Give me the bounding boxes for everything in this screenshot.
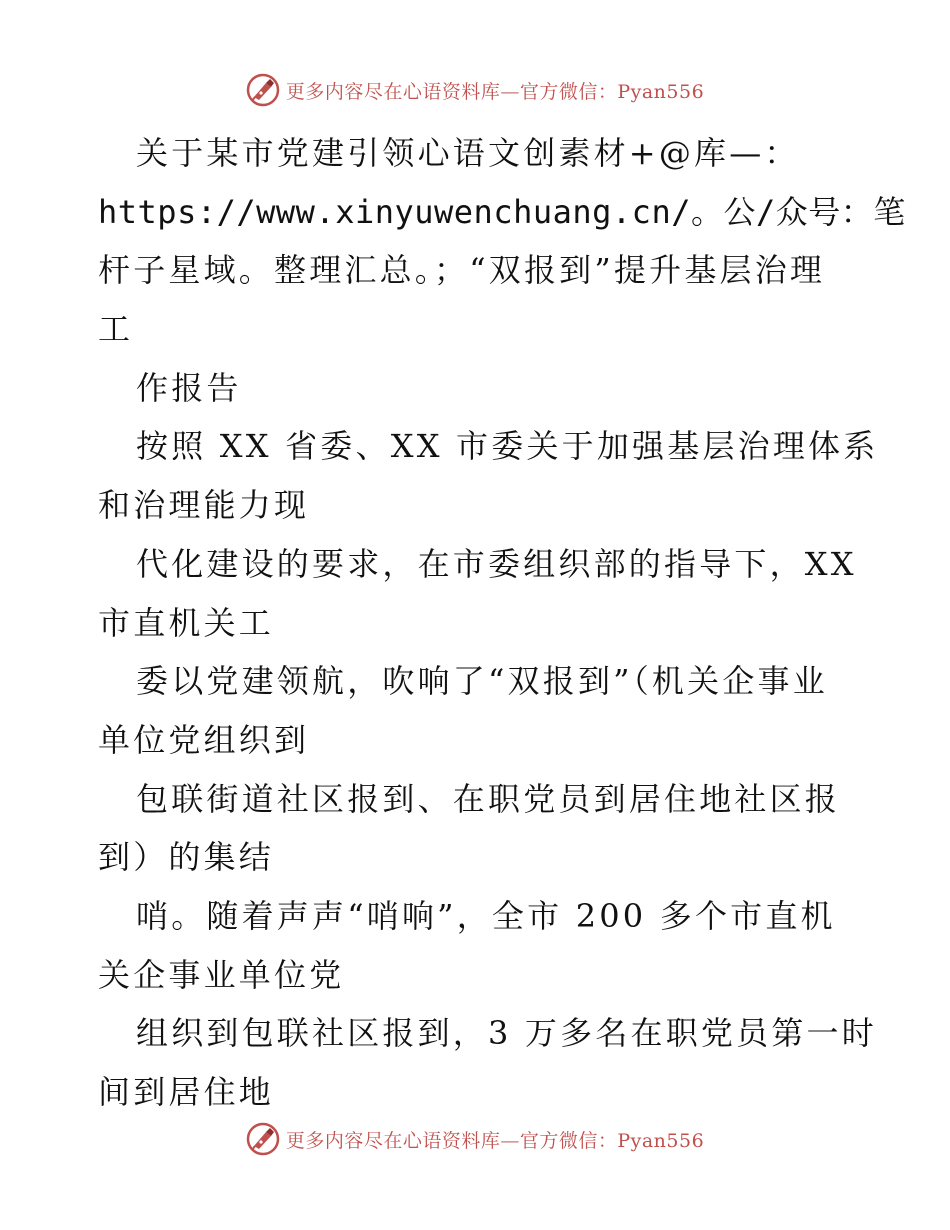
body-line: 间到居住地 [98,1073,275,1111]
body-line: 委以党建领航，吹响了“双报到”（机关企事业 [136,662,828,701]
footer-banner-text [286,1126,704,1153]
body-line: 单位党组织到 [98,720,310,759]
header-banner-dash: — [500,80,520,103]
body-line-url: https://www.xinyuwenchuang.cn/。公/众号：笔 [98,192,906,231]
document-body [98,124,906,1122]
footer-banner-wechat: 官方微信：Pyan556 [519,1129,705,1152]
body-line: 和治理能力现 [98,486,310,525]
fountain-pen-logo-icon [246,73,280,107]
header-banner-main: 更多内容尽在心语资料库 [285,80,501,103]
body-line: 包联街道社区报到、在职党员到居住地社区报 [136,779,841,818]
footer-banner-content[interactable] [246,1122,704,1156]
footer-banner [0,1121,950,1157]
body-line: 杆子星域。整理汇总。；“双报到”提升基层治理 [98,251,826,290]
footer-banner-dash: — [500,1129,520,1152]
header-banner-wechat: 官方微信：Pyan556 [519,80,705,103]
body-line: 工 [98,310,134,349]
body-line: 组织到包联社区报到，3 万多名在职党员第一时 [136,1014,877,1053]
body-line: 到）的集结 [98,838,275,877]
body-line: 关企事业单位党 [98,955,345,994]
body-line: 按照 XX 省委、XX 市委关于加强基层治理体系 [136,427,879,466]
body-line: 代化建设的要求，在市委组织部的指导下，XX [136,544,857,583]
fountain-pen-logo-icon [246,1122,280,1156]
header-banner-content[interactable] [246,73,704,107]
body-line: 市直机关工 [98,603,275,642]
footer-banner-main: 更多内容尽在心语资料库 [285,1129,501,1152]
body-line: 关于某市党建引领心语文创素材+@库—： [136,134,800,172]
body-line: 作报告 [136,368,242,407]
header-banner [0,72,950,108]
body-line: 哨。随着声声“哨响”，全市 200 多个市直机 [136,896,836,935]
header-banner-text [286,77,704,104]
